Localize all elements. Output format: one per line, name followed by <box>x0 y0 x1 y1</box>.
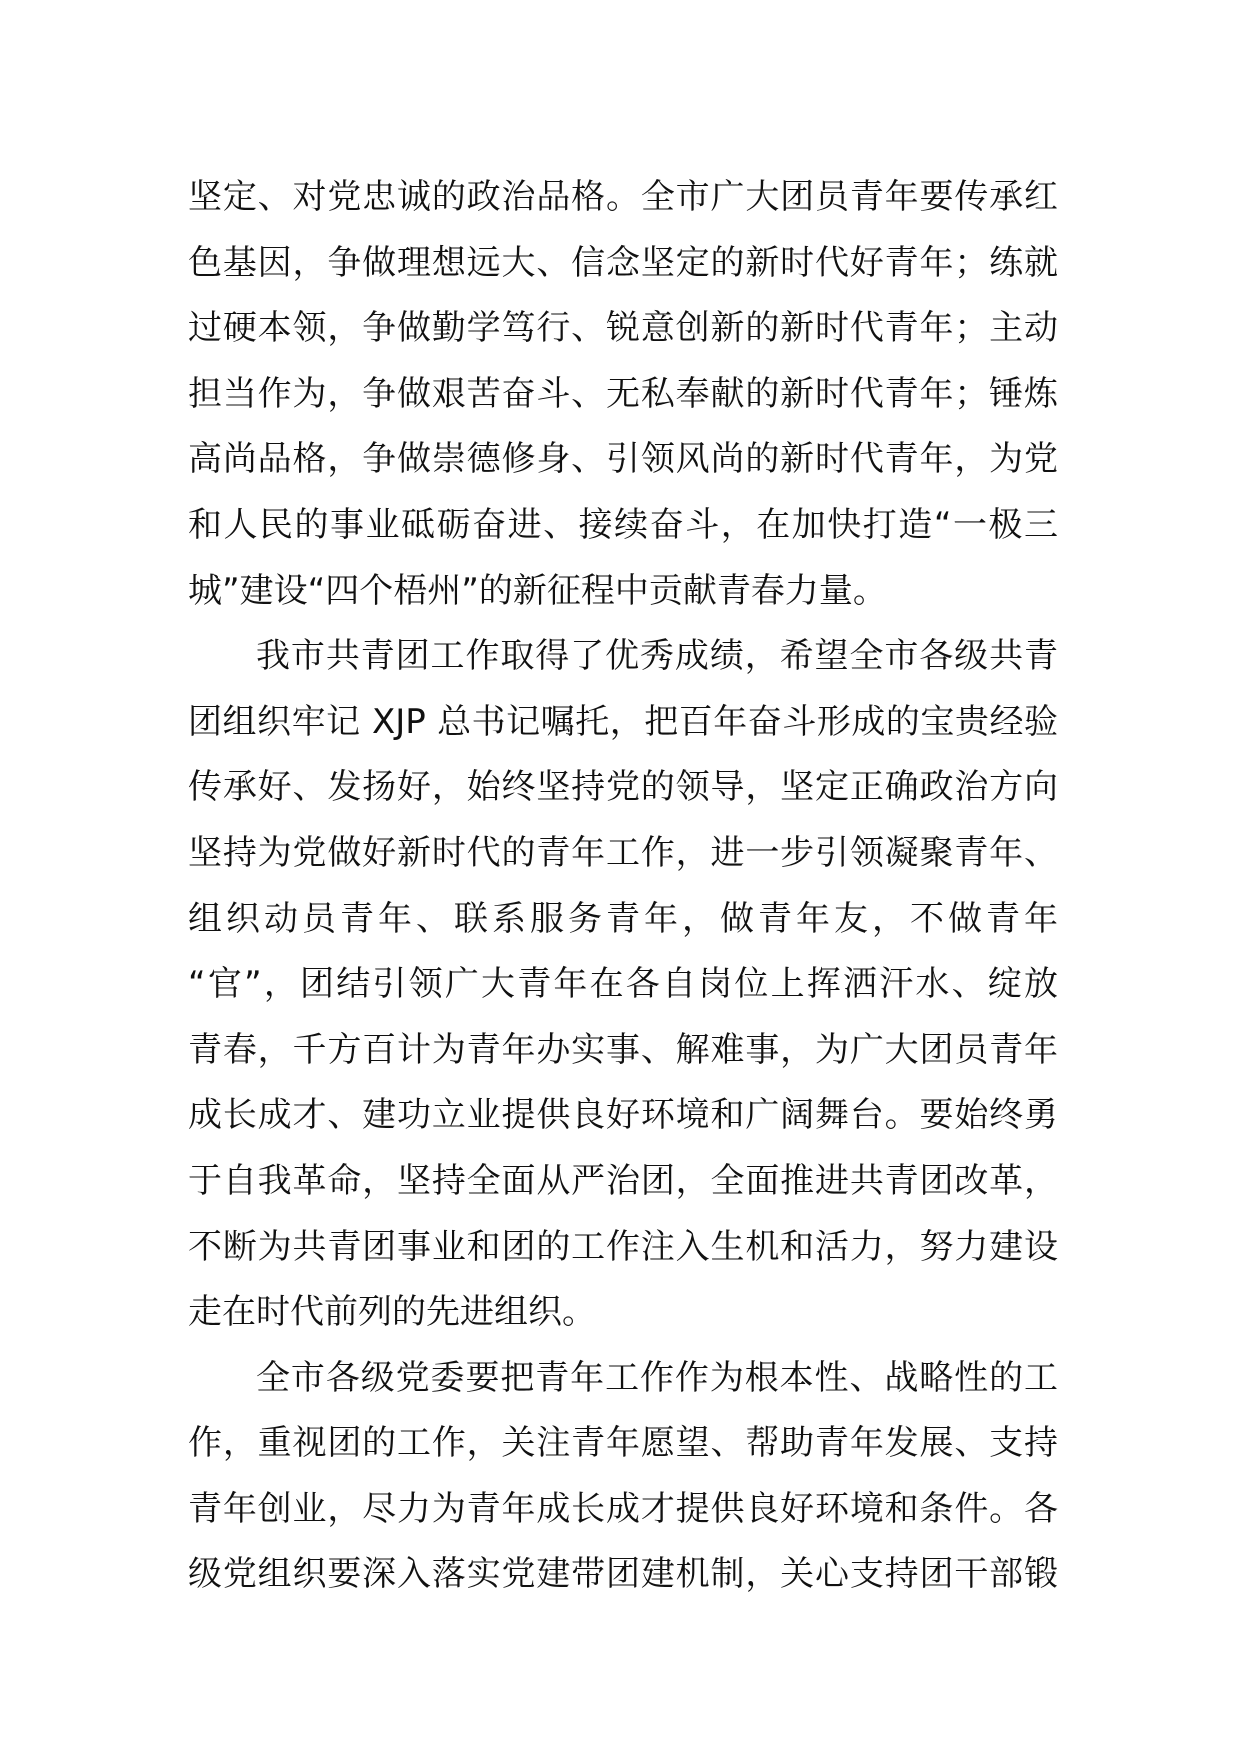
text-line: 坚持为党做好新时代的青年工作，进一步引领凝聚青年、 <box>188 832 1058 873</box>
text-line: 级党组织要深入落实党建带团建机制，关心支持团干部锻 <box>188 1554 1058 1595</box>
text-line: 青年创业，尽力为青年成长成才提供良好环境和条件。各 <box>188 1488 1058 1529</box>
body-text <box>188 165 1058 1608</box>
text-line: 传承好、发扬好，始终坚持党的领导，坚定正确政治方向 <box>188 767 1058 808</box>
text-line: 作，重视团的工作，关注青年愿望、帮助青年发展、支持 <box>188 1423 1058 1464</box>
text-line: 过硬本领，争做勤学笃行、锐意创新的新时代青年；主动 <box>188 308 1058 349</box>
text-line: 和人民的事业砥砺奋进、接续奋斗，在加快打造“一极三 <box>188 504 1058 545</box>
text-line: 青春，千方百计为青年办实事、解难事，为广大团员青年 <box>188 1029 1058 1070</box>
text-line: 组织动员青年、联系服务青年，做青年友，不做青年 <box>188 898 1058 939</box>
text-line: 于自我革命，坚持全面从严治团，全面推进共青团改革， <box>188 1160 1058 1201</box>
text-line: 坚定、对党忠诚的政治品格。全市广大团员青年要传承红 <box>188 177 1058 217</box>
text-line: 担当作为，争做艰苦奋斗、无私奉献的新时代青年；锤炼 <box>188 373 1058 414</box>
text-line: 高尚品格，争做崇德修身、引领风尚的新时代青年，为党 <box>188 439 1058 480</box>
text-line: 色基因，争做理想远大、信念坚定的新时代好青年；练就 <box>188 242 1058 283</box>
text-line: 团组织牢记 XJP 总书记嘱托，把百年奋斗形成的宝贵经验 <box>188 701 1058 742</box>
text-line: 城”建设“四个梧州”的新征程中贡献青春力量。 <box>188 570 887 611</box>
text-line: 成长成才、建功立业提供良好环境和广阔舞台。要始终勇 <box>188 1095 1058 1136</box>
text-line: 不断为共青团事业和团的工作注入生机和活力，努力建设 <box>188 1226 1058 1267</box>
paragraph-first-line: 全市各级党委要把青年工作作为根本性、战略性的工 <box>256 1357 1058 1398</box>
text-line: “官”，团结引领广大青年在各自岗位上挥洒汗水、绽放 <box>188 964 1058 1005</box>
paragraph-first-line: 我市共青团工作取得了优秀成绩，希望全市各级共青 <box>256 636 1058 677</box>
text-line: 走在时代前列的先进组织。 <box>188 1292 596 1333</box>
